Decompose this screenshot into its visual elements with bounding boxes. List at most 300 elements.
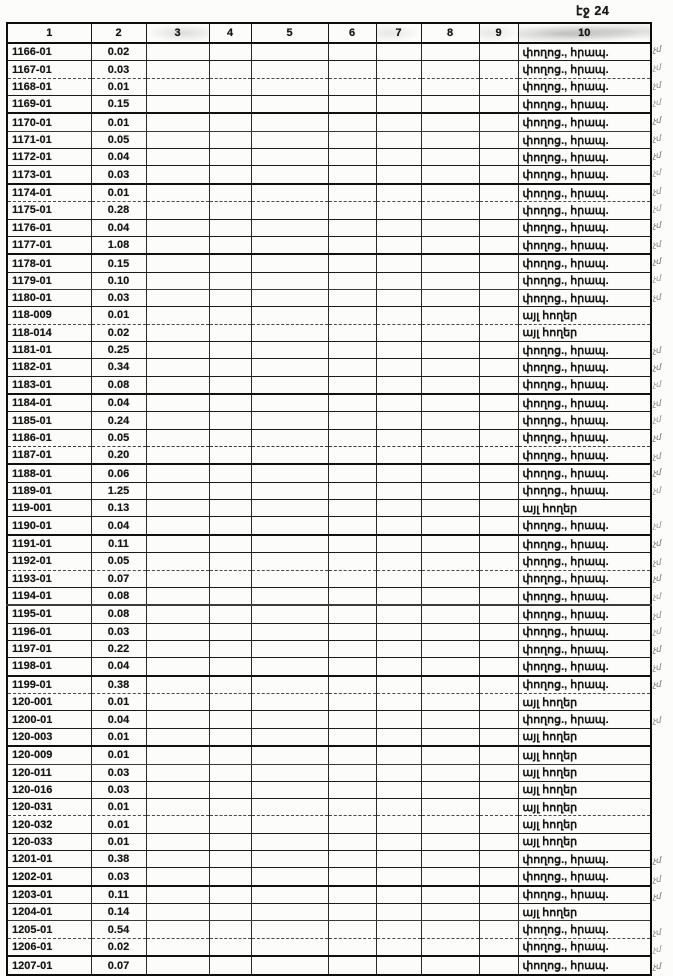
table-row [7,324,651,341]
table-row [7,833,651,850]
cell-empty [328,446,376,464]
margin-mark: չմ [652,485,662,496]
cell-parcel-code: 1187-01 [7,446,91,464]
table-row [7,694,651,711]
margin-mark: չմ [652,61,662,72]
cell-empty [209,202,251,219]
cell-land-category: փողոց., հրապ. [518,921,651,938]
cell-empty [376,517,421,535]
cell-empty [376,553,421,570]
cell-empty [328,166,376,184]
cell-empty [209,43,251,61]
cell-empty [421,868,479,886]
cell-empty [328,61,376,78]
cell-area-value: 0.10 [91,272,146,289]
cell-empty [376,464,421,482]
cell-land-category: փողոց., հրապ. [518,412,651,429]
cell-empty [328,694,376,711]
cell-empty [146,833,209,850]
cell-empty [251,921,328,938]
cell-empty [146,799,209,816]
cell-parcel-code: 120-016 [7,781,91,798]
cell-empty [251,956,328,975]
cell-land-category: փողոց., հրապ. [518,535,651,553]
cell-area-value: 0.01 [91,694,146,711]
column-header-7: 7 [376,23,421,43]
cell-empty [376,868,421,886]
cell-empty [376,570,421,587]
column-header-6: 6 [328,23,376,43]
table-row [7,605,651,623]
cell-area-value: 0.03 [91,166,146,184]
margin-mark: չմ [652,961,662,972]
cell-empty [209,290,251,307]
cell-parcel-code: 1202-01 [7,868,91,886]
cell-empty [251,307,328,324]
margin-mark-empty [652,729,673,747]
cell-parcel-code: 1207-01 [7,956,91,975]
cell-empty [146,570,209,587]
cell-empty [479,61,518,78]
cell-empty [251,886,328,904]
table-row [7,96,651,114]
cell-empty [376,886,421,904]
margin-mark: չմ [652,80,662,91]
cell-empty [209,746,251,764]
table-row [7,799,651,816]
cell-empty [251,711,328,728]
cell-empty [479,694,518,711]
cell-parcel-code: 120-011 [7,764,91,781]
margin-mark: չմ [652,855,662,866]
cell-empty [209,341,251,358]
margin-mark: չմ [652,591,662,602]
cell-empty [421,236,479,254]
cell-empty [251,236,328,254]
cell-empty [421,290,479,307]
cell-parcel-code: 1183-01 [7,376,91,394]
cell-empty [146,290,209,307]
cell-empty [251,43,328,61]
cell-empty [479,658,518,676]
margin-mark: չմ [652,432,662,443]
cell-empty [376,921,421,938]
table-row [7,464,651,482]
cell-empty [146,341,209,358]
cell-empty [209,166,251,184]
table-row [7,394,651,412]
cell-empty [421,658,479,676]
cell-empty [479,341,518,358]
cell-empty [251,394,328,412]
cell-area-value: 0.11 [91,535,146,553]
cell-empty [479,166,518,184]
cell-empty [251,587,328,605]
cell-empty [251,78,328,95]
cell-empty [328,78,376,95]
cell-empty [328,833,376,850]
table-row [7,149,651,166]
cell-empty [421,833,479,850]
cell-land-category: այլ հողեր [518,833,651,850]
cell-empty [328,324,376,341]
header-row [7,23,651,43]
cell-empty [376,658,421,676]
cell-empty [209,938,251,956]
column-header-2: 2 [91,23,146,43]
cell-empty [421,694,479,711]
cell-parcel-code: 1205-01 [7,921,91,938]
cell-empty [376,272,421,289]
margin-mark: չմ [652,644,662,655]
cell-land-category: փողոց., հրապ. [518,851,651,868]
cell-empty [146,412,209,429]
cell-empty [209,728,251,746]
cell-empty [328,517,376,535]
cell-empty [421,746,479,764]
cell-land-category: փողոց., հրապ. [518,359,651,376]
margin-mark: չմ [652,927,662,938]
table-row [7,272,651,289]
cell-empty [479,500,518,517]
cell-empty [209,500,251,517]
table-row [7,131,651,148]
cell-land-category: փողոց., հրապ. [518,938,651,956]
cell-empty [209,553,251,570]
table-row [7,236,651,254]
cell-empty [251,535,328,553]
cell-empty [209,376,251,394]
cell-empty [421,886,479,904]
cell-area-value: 0.22 [91,640,146,657]
cell-empty [251,272,328,289]
cell-empty [376,78,421,95]
column-header-10: 10 [518,23,651,43]
cell-land-category: փողոց., հրապ. [518,184,651,202]
cell-land-category: փողոց., հրապ. [518,43,651,61]
margin-mark-empty [652,501,673,519]
cell-area-value: 0.01 [91,184,146,202]
cell-empty [479,587,518,605]
cell-empty [146,921,209,938]
margin-mark: չմ [652,943,662,954]
page-number-label: էջ 24 [576,4,610,18]
cell-empty [479,570,518,587]
cell-area-value: 0.11 [91,886,146,904]
cell-empty [146,43,209,61]
cell-empty [479,78,518,95]
cell-empty [328,605,376,623]
cell-land-category: փողոց., հրապ. [518,956,651,975]
table-body [7,43,651,975]
cell-empty [251,219,328,236]
cell-empty [328,781,376,798]
cell-empty [421,394,479,412]
table-row [7,728,651,746]
cell-empty [479,394,518,412]
cell-empty [479,640,518,657]
cell-parcel-code: 1186-01 [7,429,91,446]
cell-parcel-code: 1173-01 [7,166,91,184]
cell-empty [376,394,421,412]
cell-empty [328,184,376,202]
cell-parcel-code: 120-001 [7,694,91,711]
cell-empty [209,446,251,464]
cell-empty [328,938,376,956]
table-row [7,570,651,587]
cell-empty [479,113,518,131]
cell-area-value: 0.01 [91,833,146,850]
cell-parcel-code: 1171-01 [7,131,91,148]
cell-land-category: այլ հողեր [518,816,651,833]
cell-empty [146,359,209,376]
cell-empty [376,728,421,746]
cell-empty [376,605,421,623]
cell-empty [209,851,251,868]
margin-mark: չմ [652,609,662,620]
cell-empty [328,904,376,921]
cell-empty [421,429,479,446]
cell-area-value: 0.03 [91,290,146,307]
cell-empty [421,904,479,921]
cell-empty [209,78,251,95]
cell-empty [251,412,328,429]
cell-land-category: փողոց., հրապ. [518,711,651,728]
cell-land-category: այլ հողեր [518,799,651,816]
cell-land-category: փողոց., հրապ. [518,605,651,623]
cell-empty [421,605,479,623]
cell-empty [209,394,251,412]
cell-empty [421,202,479,219]
cell-empty [209,868,251,886]
cell-empty [479,517,518,535]
cell-empty [209,799,251,816]
cell-empty [376,290,421,307]
cell-empty [209,359,251,376]
cell-empty [376,324,421,341]
cell-parcel-code: 1197-01 [7,640,91,657]
margin-mark: չմ [652,414,662,425]
cell-empty [251,728,328,746]
margin-mark: չմ [652,186,662,197]
table-row [7,868,651,886]
cell-empty [251,131,328,148]
cell-empty [479,482,518,499]
cell-land-category: փողոց., հրապ. [518,166,651,184]
margin-mark: չմ [652,44,662,55]
cell-empty [421,570,479,587]
cell-empty [328,376,376,394]
margin-mark: չմ [652,379,662,390]
table-row [7,781,651,798]
cell-empty [209,254,251,272]
cell-empty [479,764,518,781]
table-row [7,535,651,553]
cell-empty [251,623,328,640]
cell-empty [479,272,518,289]
cell-empty [328,640,376,657]
cell-empty [479,236,518,254]
cell-empty [251,254,328,272]
cell-parcel-code: 1206-01 [7,938,91,956]
cell-empty [146,113,209,131]
cell-empty [328,816,376,833]
cell-empty [146,711,209,728]
cell-empty [209,956,251,975]
cell-area-value: 0.28 [91,202,146,219]
cell-empty [376,236,421,254]
cell-empty [251,61,328,78]
margin-mark-empty [652,800,673,818]
cell-parcel-code: 1185-01 [7,412,91,429]
cell-area-value: 0.02 [91,43,146,61]
cell-empty [479,184,518,202]
cell-parcel-code: 1175-01 [7,202,91,219]
cell-empty [421,553,479,570]
cell-empty [421,359,479,376]
cell-empty [209,921,251,938]
table-row [7,307,651,324]
cell-empty [146,429,209,446]
cell-area-value: 0.04 [91,149,146,166]
cell-empty [376,429,421,446]
cell-area-value: 0.24 [91,412,146,429]
cell-empty [146,394,209,412]
cell-empty [328,500,376,517]
cell-parcel-code: 1172-01 [7,149,91,166]
margin-mark: չմ [652,679,662,690]
cell-area-value: 1.25 [91,482,146,499]
cell-empty [421,61,479,78]
cell-empty [421,96,479,114]
table-row [7,517,651,535]
cell-empty [209,711,251,728]
cell-empty [209,640,251,657]
cell-land-category: փողոց., հրապ. [518,254,651,272]
cell-empty [146,746,209,764]
cell-parcel-code: 119-001 [7,500,91,517]
cell-empty [328,921,376,938]
column-header-5: 5 [251,23,328,43]
cell-empty [376,711,421,728]
table-row [7,43,651,61]
cell-empty [328,236,376,254]
cell-empty [328,535,376,553]
cell-empty [328,254,376,272]
cell-parcel-code: 1201-01 [7,851,91,868]
cell-empty [146,605,209,623]
cell-empty [146,640,209,657]
cell-parcel-code: 1167-01 [7,61,91,78]
cell-empty [376,376,421,394]
cell-empty [251,446,328,464]
cell-empty [479,938,518,956]
cell-empty [209,816,251,833]
cell-empty [251,341,328,358]
cell-land-category: փողոց., հրապ. [518,446,651,464]
cell-empty [376,482,421,499]
cell-empty [479,535,518,553]
cell-area-value: 0.07 [91,956,146,975]
cell-empty [146,464,209,482]
cell-empty [209,429,251,446]
cell-empty [251,816,328,833]
cell-area-value: 0.04 [91,394,146,412]
cell-empty [479,623,518,640]
cell-empty [421,535,479,553]
cell-parcel-code: 1179-01 [7,272,91,289]
cell-empty [251,868,328,886]
cell-empty [376,202,421,219]
cell-land-category: այլ հողեր [518,746,651,764]
cell-empty [479,553,518,570]
table-row [7,429,651,446]
cell-empty [328,219,376,236]
cell-empty [146,78,209,95]
cell-empty [328,412,376,429]
cell-empty [376,412,421,429]
cell-empty [328,553,376,570]
cell-empty [421,149,479,166]
cell-empty [328,96,376,114]
cell-area-value: 0.13 [91,500,146,517]
cell-empty [376,446,421,464]
cell-empty [479,728,518,746]
cell-empty [251,96,328,114]
cell-empty [421,640,479,657]
cell-empty [376,816,421,833]
table-row [7,184,651,202]
cell-land-category: փողոց., հրապ. [518,464,651,482]
cell-empty [146,886,209,904]
margin-mark: չմ [652,273,662,284]
cell-area-value: 0.07 [91,570,146,587]
cell-empty [328,746,376,764]
cell-empty [209,61,251,78]
table-row [7,202,651,219]
cell-area-value: 0.04 [91,219,146,236]
cell-empty [251,746,328,764]
margin-mark-empty [652,306,673,324]
cell-empty [479,868,518,886]
cell-empty [328,307,376,324]
cell-empty [209,623,251,640]
cell-empty [209,517,251,535]
column-header-1: 1 [7,23,91,43]
cell-parcel-code: 120-032 [7,816,91,833]
cell-empty [421,623,479,640]
cell-empty [479,412,518,429]
cell-land-category: այլ հողեր [518,728,651,746]
table-row [7,482,651,499]
table-row [7,359,651,376]
cell-empty [421,921,479,938]
cell-land-category: փողոց., հրապ. [518,290,651,307]
cell-empty [421,764,479,781]
cell-land-category: փողոց., հրապ. [518,623,651,640]
cell-parcel-code: 120-031 [7,799,91,816]
cell-area-value: 0.03 [91,868,146,886]
cell-area-value: 0.25 [91,341,146,358]
table-row [7,711,651,728]
cell-empty [421,272,479,289]
cell-empty [209,535,251,553]
cell-empty [146,868,209,886]
cell-land-category: փողոց., հրապ. [518,113,651,131]
cell-empty [328,570,376,587]
cell-empty [146,446,209,464]
cell-empty [421,781,479,798]
